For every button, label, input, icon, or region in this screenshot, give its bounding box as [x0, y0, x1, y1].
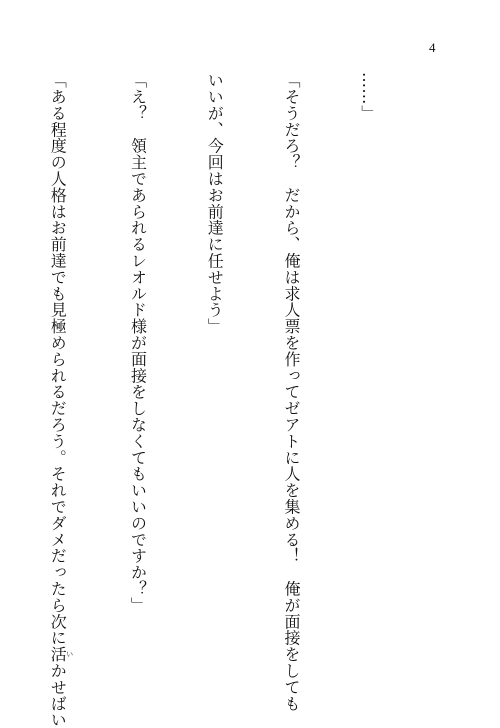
text-segment: かせばい [48, 662, 68, 728]
text-line: 「そうだろ？ だから、俺は求人票を作ってゼアトに人を集める！ 俺が面接をしても [282, 72, 302, 712]
text-line: いいが、今回はお前達に任せよう」 [205, 72, 225, 335]
text-line: ……」 [358, 72, 378, 122]
ruby-word [48, 646, 74, 663]
page-number: 4 [429, 40, 436, 55]
vertical-text-body [0, 72, 432, 728]
text-line-with-ruby [45, 72, 74, 728]
ruby-base: 活 [48, 646, 68, 663]
ruby-reading: い [65, 646, 74, 663]
text-line: 「え？ 領主であられるレオルド様が面接をしなくてもいいのですか？」 [128, 72, 148, 614]
text-segment: 「ある程度の人格はお前達でも見極められるだろう。それでダメだったら次に [48, 72, 68, 646]
